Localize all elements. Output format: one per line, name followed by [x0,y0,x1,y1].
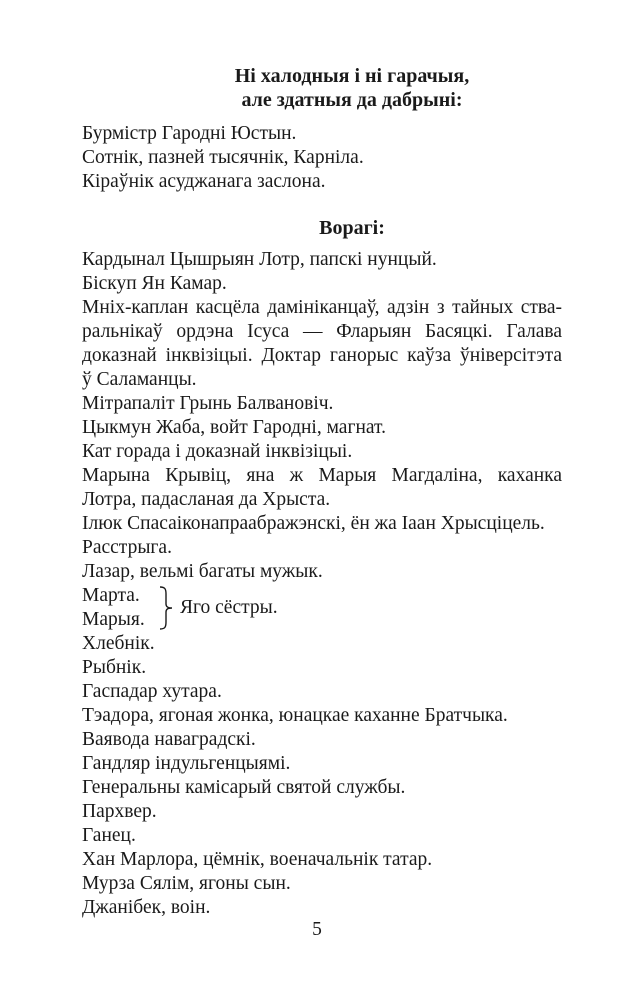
list-item: Рыбнік. [82,657,147,678]
list-item: Пархвер. [82,801,157,822]
section-heading-enemies: Ворагі: [319,217,385,239]
group-name: Марта. [82,585,140,606]
page-body [82,64,562,920]
list-item: Марына Крывіц, яна ж Марыя Магдаліна, каханка [82,465,562,486]
list-item: ў Саламанцы. [82,369,197,390]
list-item: Ганец. [82,825,136,846]
list-item: Гаспадар хутара. [82,681,222,702]
list-item: Лазар, вельмі багаты мужык. [82,561,323,582]
list-item: Мніх-каплан касцёла дамініканцаў, адзін з тайных ства- [82,297,562,318]
group-label: Яго сёстры. [180,597,278,618]
list-item: Бурмістр Гародні Юстын. [82,123,297,144]
group-name: Марыя. [82,609,145,630]
list-item: Генеральны камісарый святой службы. [82,777,406,798]
list-item: Расстрыга. [82,537,172,558]
sisters-group [82,584,562,632]
list-item: Джанібек, воін. [82,897,211,918]
list-item: Хан Марлора, цёмнік, военачальнік татар. [82,849,433,870]
page-number: 5 [312,919,322,940]
list-item: Кіраўнік асуджанага заслона. [82,171,326,192]
neutral-characters-list [82,122,562,194]
enemies-list [82,248,562,920]
list-item: Ваявода наваградскі. [82,729,256,750]
list-item: Сотнік, пазней тысячнік, Карніла. [82,147,364,168]
section-heading-neutral-line1: Ні халодныя і ні гарачыя, [234,65,470,87]
list-item: Кат горада і доказнай інквізіцыі. [82,441,353,462]
list-item: Тэадора, ягоная жонка, юнацкае каханне Братчыка. [82,705,508,726]
list-item: Ілюк Спасаіконапраабражэнскі, ён жа Іаан Хрысціцель. [82,513,545,534]
list-item: Хлебнік. [82,633,155,654]
list-item: доказнай інквізіцыі. Доктар ганорыс каўза ўніверсітэта [82,345,562,366]
section-heading-neutral-line2: але здатныя да дабрыні: [241,89,463,111]
list-item: Гандляр індульгенцыямі. [82,753,291,774]
list-item: Мурза Сялім, ягоны сын. [82,873,291,894]
list-item: Цыкмун Жаба, войт Гародні, магнат. [82,417,386,438]
list-item: Лотра, падасланая да Хрыста. [82,489,331,510]
list-item: ральнікаў ордэна Ісуса — Фларыян Басяцкі. Галава [82,321,562,342]
list-item: Кардынал Цышрыян Лотр, папскі нунцый. [82,249,437,270]
list-item: Мітрапаліт Грынь Балвановіч. [82,393,334,414]
right-brace-icon [158,586,174,630]
list-item: Біскуп Ян Камар. [82,273,227,294]
